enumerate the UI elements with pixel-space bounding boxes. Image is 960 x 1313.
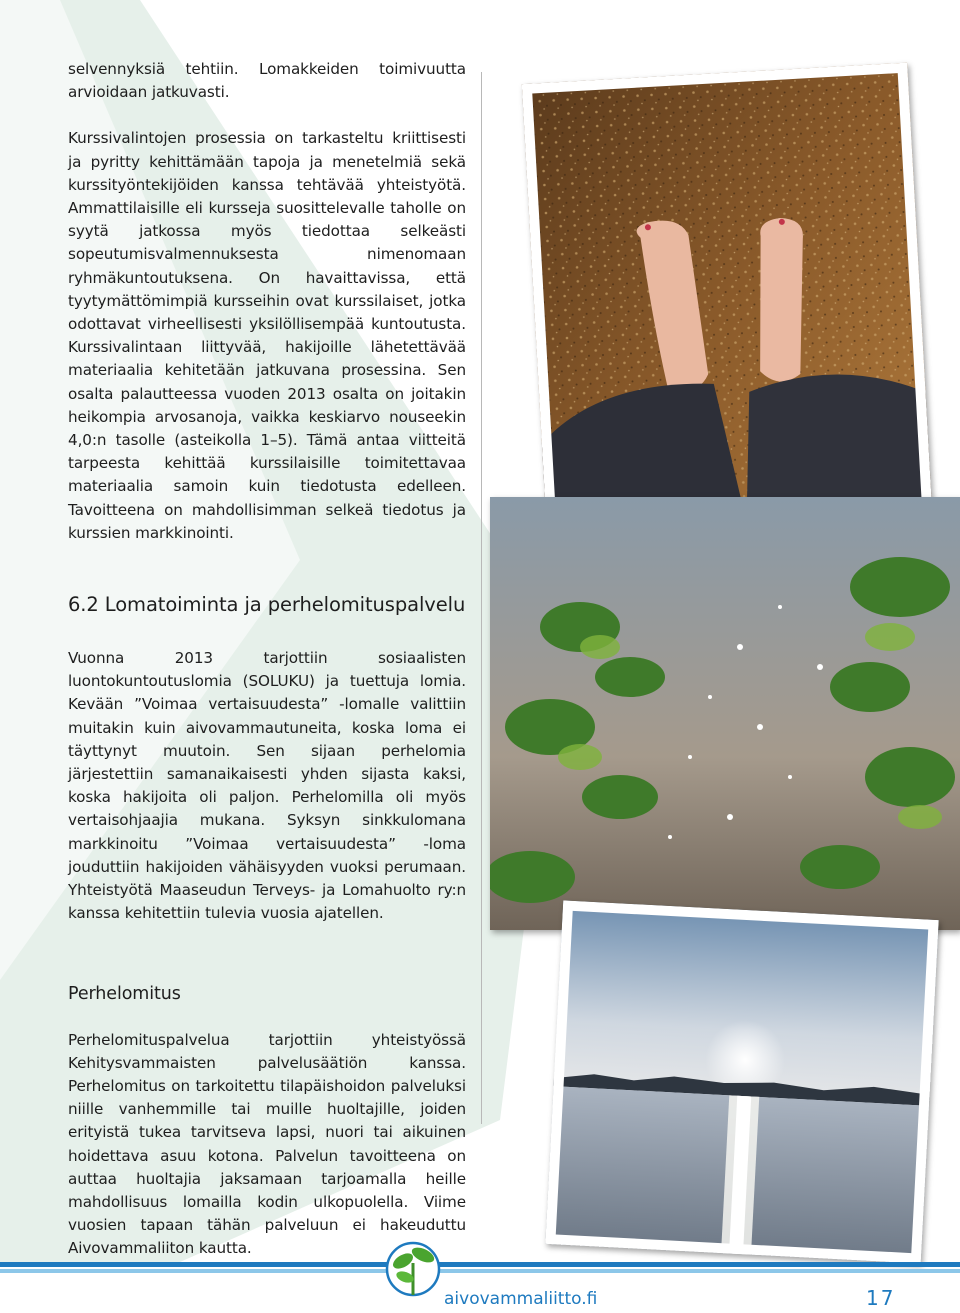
section-paragraph: Vuonna 2013 tarjottiin sosiaalisten luontokuntoutuslomia (SOLUKU) ja tuettuja lomia. Kevään ”Voimaa vertaisuudesta” -lomalle valittiin muitakin kuin aivovammautuneita, koska loma ei täyttynyt muutoin. Sen sijaan perhelomia järjestettiin samanaikaisesti yhden sijasta kaksi, koska hakijoita oli paljon. Perhelomilla oli myös vertaisohjaajia mukana. Syksyn sinkkulomana markkinoitu ”Voimaa vertaisuudesta” -loma jouduttiin hakijoiden vähäisyyden vuoksi perumaan. Yhteistyötä Maaseudun Terveys- ja Lomahuolto ry:n kanssa kehitettiin tulevia vuosia ajatellen. bbox=[68, 649, 466, 923]
subsection-paragraph: Perhelomituspalvelua tarjottiin yhteistyössä Kehitysvammaisten palvelusäätiön kanssa. Perhelomitus on tarkoitettu tilapäishoidon palveluksi niille vanhemmille tai muille huoltajille, joiden erityistä tukea tarvitseva lapsi, nuori tai aikuinen hoidettava asuu kotona. Palvelun tavoitteena on auttaa huoltajia jaksamaan tarjoamalla heille mahdollisuus lomailla kodin ulkopuolella. Viime vuosien tapaan tähän palveluun ei hakeuduttu Aivovammaliiton kautta. bbox=[68, 1030, 466, 1258]
photo-birch-lake bbox=[490, 497, 960, 930]
column-divider bbox=[481, 72, 482, 1124]
intro-paragraph-2: Kurssivalintojen prosessia on tarkasteltu kriittisesti ja pyritty kehittämään tapoja ja menetelmiä sekä kurssityöntekijöiden kanssa tehtävää yhteistyötä. Ammattilaisille eli kursseja suosittelevalle taholle on syytä jatkossa myös tiedottaa selkeästi sopeutumisvalmennuksesta nimenomaan ryhmäkuntoutuksena. On havaittavissa, että tyytymättömimpiä kursseihin ovat kurssilaiset, jotka odottavat virheellisesti yksilöllisempää kuntoutusta. Kurssivalintaan liittyvää, hakijoille lähetettävää materiaalia kehitetään jatkuvana prosessina. Sen osalta palautteessa vuoden 2013 osalta on joitakin heikompia arvosanoja, vaikka keskiarvo nouseekin 4,0:n tasolle (asteikolla 1–5). Tämä antaa viitteitä tarpeesta kehittää kurssilaisille toimitettavaa materiaalia samoin kuin tiedotusta edelleen. Tavoitteena on mahdollisimman selkeä tiedotus ja kurssien markkinointi. bbox=[68, 129, 466, 542]
footer-website-link[interactable]: aivovammaliitto.fi bbox=[444, 1289, 598, 1309]
page-number: 17 bbox=[866, 1286, 896, 1310]
footer-bar-light bbox=[0, 1269, 960, 1273]
photo-sunset-lake bbox=[545, 900, 938, 1263]
photo-feet-in-water bbox=[522, 63, 933, 534]
section-heading: 6.2 Lomatoiminta ja perhelomituspalvelu bbox=[68, 593, 466, 617]
sprout-logo-icon bbox=[383, 1233, 443, 1309]
subsection-heading: Perhelomitus bbox=[68, 983, 181, 1004]
page-footer bbox=[0, 1262, 960, 1313]
footer-bar-dark bbox=[0, 1262, 960, 1267]
intro-paragraph-1: selvennyksiä tehtiin. Lomakkeiden toimivuutta arvioidaan jatkuvasti. bbox=[68, 60, 466, 102]
text-column bbox=[68, 58, 466, 1261]
